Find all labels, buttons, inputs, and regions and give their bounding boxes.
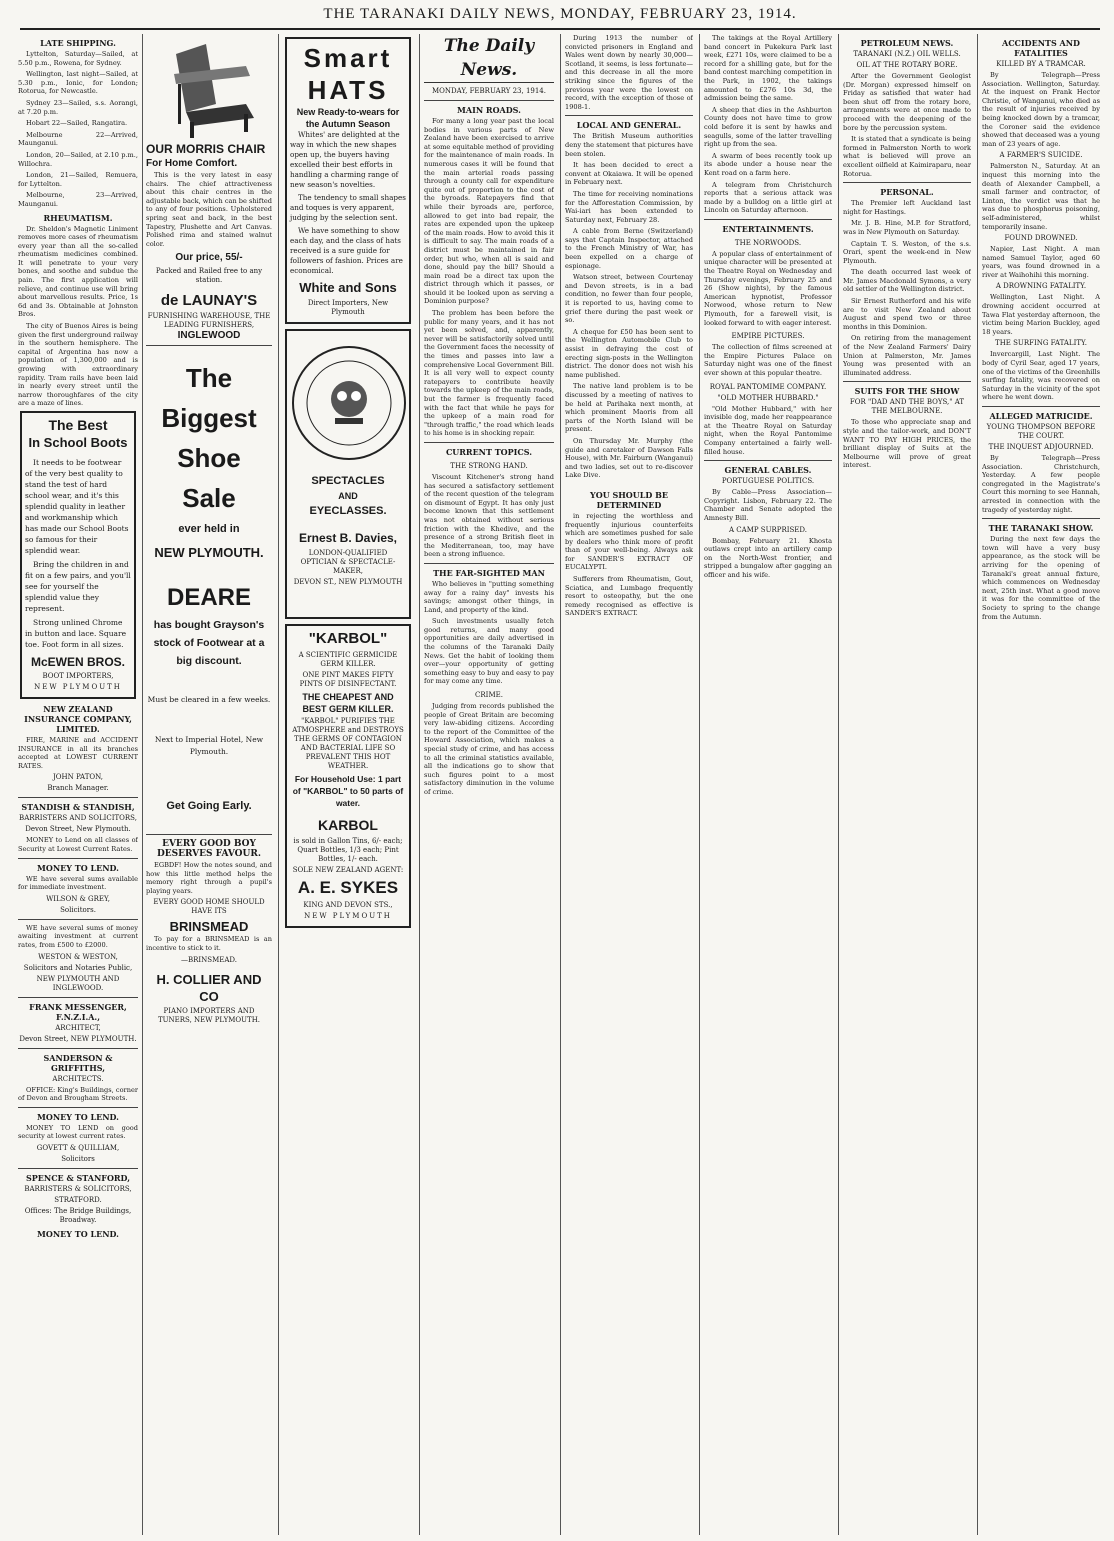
tramcar-text: By Telegraph—Press Association. Wellington, Saturday. At the inquest on Frank Hector Christie, of Wanganui, who died as the result of injuries received by being knocked down by a tramcar, the Coroner said the evidence showed that deceased was a young man of 23 years of age. <box>982 71 1100 148</box>
launay-town: INGLEWOOD <box>177 330 241 342</box>
karbol-sold: is sold in Gallon Tins, 6/- each; Quart Bottles, 1/3 each; Pint Bottles, 1/- each. <box>293 837 403 863</box>
suits-heading: SUITS FOR THE SHOW <box>854 386 960 397</box>
drowning-heading: A DROWNING FATALITY. <box>995 282 1087 291</box>
messenger-heading: FRANK MESSENGER, F.N.Z.I.A., <box>29 1001 127 1022</box>
davies-sub: LONDON-QUALIFIED OPTICIAN & SPECTACLE-MAKER, <box>300 548 396 575</box>
hats-advert <box>285 37 411 324</box>
buenos-aires-text: The city of Buenos Aires is being given the first underground railway in the southern hemisphere. The capital of Argentina has now a population of 1,300,000 and is growing with extraordinary rapidity. Tram rails have been laid in nearly every street until the narrow thoroughfares of the city are a maze of lines. <box>18 322 138 408</box>
divider <box>146 345 272 346</box>
boots-firm: McEWEN BROS. <box>30 654 125 669</box>
column-rule <box>419 34 420 1535</box>
local-general-heading: LOCAL AND GENERAL. <box>576 120 682 131</box>
good-boy-heading: EVERY GOOD BOY DESERVES FAVOUR. <box>157 838 261 859</box>
divider <box>565 115 693 116</box>
suicide-text: Palmerston N., Saturday. At an inquest this morning into the death of Alexander Campbell, a small farmer and contractor, of Linton, the verdict was that he was due to phosphorus poisoning, self-administered, whilst temporarily insane. <box>982 162 1100 231</box>
strong-hand-text: Viscount Kitchener's strong hand has secured a satisfactory settlement of the recent question of the telegram on dismount of Egypt. It has only just become known that this settlement was not obtained without serious friction with the Khedive, and the presence of a strong British fleet in the Mediterranean, too, may have been a strong influence. <box>424 472 554 559</box>
money-role: Solicitors. <box>60 905 96 914</box>
standish-text: MONEY to Lend on all classes of Security at Lowest Current Rates. <box>18 836 138 853</box>
far-sighted-text-2: Such investments usually fetch good returns, and many good opportunities are daily advertised in the columns of the Taranaki Daily News. Get the habit of looking them over—your opportunity of getting something easy to buy and easy to pay for may come any time. <box>424 617 554 686</box>
column-6 <box>704 34 832 1535</box>
morris-chair-icon <box>146 34 272 142</box>
pantomime-text: "Old Mother Hubbard," with her invisible dog, made her reappearance at the Theatre Royal on Saturday night, when the Royal Pantomime Company entertained a fairly well-filled house. <box>704 404 832 456</box>
sanderson-role: ARCHITECTS. <box>52 1074 104 1083</box>
boots-title: The Best <box>48 416 108 433</box>
strong-hand-heading: THE STRONG HAND. <box>450 461 528 470</box>
divider <box>18 797 138 798</box>
collier-name: H. COLLIER AND CO <box>156 971 262 1004</box>
personal-item: Sir Ernest Rutherford and his wife are to visit New Zealand about August and spend two or three months in this Dominion. <box>843 297 971 331</box>
karbol-best: THE CHEAPEST AND BEST GERM KILLER. <box>302 692 394 714</box>
paper-title: The Daily News. <box>424 34 554 83</box>
chair-text: This is the very latest in easy chairs. The chief attractiveness about this chair centres in the adjustable back, which can be shifted to any of four positions. Upholstered spring seat and back, in the best Tapestry, Plushette and Art Canvas. Polished rima and stained walnut color. <box>146 171 272 248</box>
chair-heading: OUR MORRIS CHAIR <box>146 142 266 156</box>
drowned-text: Napier, Last Night. A man named Samuel Taylor, aged 60 years, was found drowned in a river at Waihohihi this morning. <box>982 245 1100 279</box>
divider <box>424 563 554 564</box>
hats-text: Whites' are delighted at the way in which the new shapes open up, the buyers having excelled their best efforts in handling a charming range of new season's novelties. <box>290 130 400 189</box>
shipping-list <box>18 50 138 209</box>
boots-title-2: In School Boots <box>28 434 128 450</box>
weston-text: WE have several sums of money awaiting investment at current rates, from £500 to £2000. <box>18 923 138 949</box>
column-rule <box>699 34 700 1535</box>
hats-line-1: Smart <box>303 43 393 73</box>
cables-subheading: PORTUGUESE POLITICS. <box>721 477 815 486</box>
shipping-line: Lyttelton, Saturday—Sailed, at 5.50 p.m., Rowena, for Sydney. <box>18 50 138 67</box>
shipping-line: Melbourne 22—Arrived, Maunganui. <box>18 130 138 148</box>
personal-item: Mr. J. B. Hine, M.P. for Stratford, was in New Plymouth on Saturday. <box>843 219 971 236</box>
divider <box>18 1048 138 1049</box>
sanderson-heading: SANDERSON & GRIFFITHS, <box>43 1052 113 1073</box>
boots-advert <box>20 411 136 699</box>
boots-text: It needs to be footwear of the very best quality to stand the test of hard school wear, and it's this splendid quality in leather and workmanship which has made our School Boots so famous for their splendid wear. <box>25 457 129 555</box>
matricide-subheading: YOUNG THOMPSON BEFORE THE COURT. <box>986 423 1096 440</box>
chair-note: Packed and Railed free to any station. <box>155 267 263 285</box>
karbol-name: KARBOL <box>318 817 378 833</box>
suicide-heading: A FARMER'S SUICIDE. <box>999 151 1083 160</box>
issue-date: MONDAY, FEBRUARY 23, 1914. <box>431 87 546 95</box>
sykes-name: A. E. SYKES <box>297 878 399 897</box>
column-1 <box>18 34 138 1535</box>
davies-address: DEVON ST., NEW PLYMOUTH <box>293 577 403 586</box>
main-roads-heading: MAIN ROADS. <box>457 105 521 115</box>
shoe-line-3: Shoe <box>177 442 241 473</box>
column-8 <box>982 34 1100 1535</box>
divider <box>982 406 1100 407</box>
remedy-text: in rejecting the worthless and frequently injurious counterfeits which are sometimes pushed for sale by dealers who think more of profit than of your well-being. Always ask for SANDER'S EXTRACT OF EUCALYPTI. <box>565 511 693 572</box>
chair-subheading: For Home Comfort. <box>146 158 238 169</box>
hats-firm-sub: Direct Importers, New Plymouth <box>307 299 389 316</box>
spence-money: MONEY TO LEND. <box>37 1228 119 1239</box>
govett-role: Solicitors <box>61 1154 95 1163</box>
insurance-role: Branch Manager. <box>47 784 109 793</box>
standish-heading: STANDISH & STANDISH, <box>21 802 135 813</box>
boots-firm-sub: BOOT IMPORTERS, <box>42 671 114 680</box>
divider <box>704 460 832 461</box>
norwoods-heading: THE NORWOODS. <box>734 238 802 247</box>
hats-firm: White and Sons <box>299 280 397 295</box>
karbol-text: ONE PINT MAKES FIFTY PINTS OF DISINFECTANT. <box>299 671 397 688</box>
good-boy-text-2: EVERY GOOD HOME SHOULD HAVE ITS <box>153 898 265 916</box>
column-5 <box>565 34 693 1535</box>
divider <box>18 858 138 859</box>
hats-subheading: New Ready-to-wears for the Autumn Season <box>296 107 400 129</box>
shipping-line: London, 21—Sailed, Remuera, for Lyttelton. <box>18 171 138 188</box>
govett-text: MONEY TO LEND on good security at lowest current rates. <box>18 1123 138 1141</box>
launay-sub: FURNISHING WAREHOUSE, THE LEADING FURNISHERS, <box>147 312 271 330</box>
taranaki-show-text: During the next few days the town will have a very busy appearance, as the stock will be arriving for the opening of Taranaki's great annual fixture, which commences on Wednesday next, 25th inst. What a good move it was for the committee of the Society to spring to the change from the Autumn. <box>982 535 1100 621</box>
spectacles-line-2: AND <box>338 490 358 501</box>
crime-heading: CRIME. <box>475 691 503 700</box>
cables-text: By Cable—Press Association—Copyright. Lisbon, February 22. The Chamber and Senate adopted the Amnesty Bill. <box>704 488 832 522</box>
good-boy-text: EGBDF! How the notes sound, and how this little method helps the memory right through a pupil's playing years. <box>146 860 272 895</box>
column-rule <box>838 34 839 1535</box>
divider <box>843 182 971 183</box>
personal-heading: PERSONAL. <box>880 187 934 198</box>
local-item: The native land problem is to be discussed by a meeting of natives to be held at Parihaka next month, at which prominent Maoris from all parts of the North Island will be present. <box>565 382 693 434</box>
karbol-title: "KARBOL" <box>308 630 388 647</box>
matricide-text: By Telegraph—Press Association. Christchurch, Yesterday. A few people congregated in the Magistrate's Court this morning to see Hannah, arrested in connection with the tragedy of yesterday night. <box>982 454 1100 514</box>
money-firm: WILSON & GREY, <box>46 894 110 903</box>
local-item: A cheque for £50 has been sent to the Wellington Automobile Club to assist in defraying the cost of erecting sign-posts in the Wellington district. The donor does not wish his name published. <box>565 327 693 379</box>
artillery-text: The takings at the Royal Artillery band concert in Pukekura Park last week, £271 10s, were claimed to be a record for a shilling gate, but for the band contest marching competition in the Park, in 1902, the takings amounted to £276 10s 3d, the admission being the same. <box>704 34 832 103</box>
drowning-text: Wellington, Last Night. A drowning accident occurred at Tawa Flat yesterday afternoon, the victim being Marion Buckley, aged 18 years. <box>982 293 1100 336</box>
divider <box>18 1107 138 1108</box>
divider <box>18 1168 138 1169</box>
crime-text: Judging from records published the people of Great Britain are becoming very law-abiding citizens. According to the report of the Committee of the Howard Association, which makes a special study of crime, and has access to all the criminal statistics available, all the indications go to show that such figures point to a most satisfactory diminution in the volume of crime. <box>424 702 554 796</box>
local-item: A cable from Berne (Switzerland) says that Captain Inspector, attached to the French Ministry of War, has been expelled on a charge of espionage. <box>565 227 693 270</box>
shipping-line: London, 20—Sailed, at 2.10 p.m., Willochra. <box>18 150 138 168</box>
local-item: On Thursday Mr. Murphy (the guide and caretaker of Dawson Falls House), with Mr. Fairburn (Wanganui) and two ladies, set out to re-discover Lake Dive. <box>565 436 693 480</box>
matricide-heading: ALLEGED MATRICIDE. <box>989 411 1093 421</box>
camp-surprised-text: Bombay, February 21. Khosta outlaws crept into an artillery camp on the North-West frontier, and stripped a bungalow after gagging an officer and his wife. <box>704 536 832 579</box>
column-3 <box>283 34 413 1535</box>
boots-town: NEW PLYMOUTH <box>34 682 122 691</box>
spence-office: Offices: The Bridge Buildings, Broadway. <box>24 1206 132 1224</box>
local-item: A sheep that dies in the Ashburton County does not have time to grow cold before it is sent by hawks and seagulls, some of the latter travelling right up from the sea. <box>704 105 832 149</box>
deare-text-2: Must be cleared in a few weeks. <box>147 694 271 704</box>
divider <box>18 997 138 998</box>
spectacles-advert <box>285 329 411 619</box>
karbol-text-2: "KARBOL" PURIFIES THE ATMOSPHERE and DESTROYS THE GERMS OF CONTAGION AND BACTERIAL LIFE SO PREVALENT THIS HOT WEATHER. <box>292 717 404 770</box>
camp-surprised-heading: A CAMP SURPRISED. <box>729 525 807 534</box>
entertainments-heading: ENTERTAINMENTS. <box>722 223 814 234</box>
karbol-agent: SOLE NEW ZEALAND AGENT: <box>292 866 404 874</box>
rotary-heading: OIL AT THE ROTARY BORE. <box>856 61 958 69</box>
suits-subheading: FOR "DAD AND THE BOYS," AT THE MELBOURNE. <box>849 398 965 416</box>
main-roads-text-2: The problem has been before the public for many years, and it has not yet been solved, and, apparently, never will be satisfactorily solved until the Government faces the necessity of the times and passes into law a comprehensive Local Government Bill. It is all very well to expect county ratepayers to contribute heavily towards the upkeep of the main roads, but the farmer is frequently faced with the fact that while he pays for the upkeep of a main road for "through traffic," the road which leads to his home is in shocking repair. <box>424 309 554 438</box>
rheumatism-text: Dr. Sheldon's Magnetic Liniment removes more cases of rheumatism every year than all the so-called rheumatism medicines combined. It will penetrate to your very bones, and soothe and subdue the pain. The first application will relieve, and continue use will bring about marvellous results. Price, 1s 6d and 3s. Obtainable at Johnston Bros. <box>18 224 138 319</box>
spence-heading: SPENCE & STANFORD, <box>25 1172 130 1183</box>
personal-item: On retiring from the management of the New Zealand Farmers' Dairy Union at Palmerston, Mr. James Young was presented with an illuminated address. <box>843 334 971 377</box>
brinsmead-signature: —BRINSMEAD. <box>180 955 238 964</box>
hats-text-3: We have something to show each day, and the class of hats received is a sure guide for followers of fashion. Prices are economical. <box>290 226 403 275</box>
karbol-use: For Household Use: 1 part of "KARBOL" to 50 parts of water. <box>292 774 404 808</box>
davies-name: Ernest B. Davies, <box>298 530 398 545</box>
spectacles-line-3: EYECLASSES. <box>309 504 387 517</box>
standish-sub: BARRISTERS AND SOLICITORS, <box>19 814 137 823</box>
shoe-line-5: ever held in <box>178 522 240 535</box>
column-4 <box>424 34 554 1535</box>
petroleum-subheading: TARANAKI (N.Z.) OIL WELLS. <box>853 50 961 58</box>
boots-text-3: Strong unlined Chrome in button and lace. Square toe. Foot form in all sizes. <box>25 617 127 649</box>
sanderson-address: OFFICE: King's Buildings, corner of Devon and Brougham Streets. <box>18 1085 138 1103</box>
standish-address: Devon Street, New Plymouth. <box>25 825 131 834</box>
drowned-heading: FOUND DROWNED. <box>1004 234 1078 243</box>
norwoods-text: A popular class of entertainment of unique character will be presented at the Theatre Royal on Wednesday and Thursday evenings, February 25 and 26 (Show nights), by the famous American hypnotist, Professor Norwood, whose return to New Plymouth, for a farewell visit, is looked forward to with eager interest. <box>704 249 832 327</box>
divider <box>424 442 554 443</box>
remedy-text-2: Sufferers from Rheumatism, Gout, Sciatica, and Lumbago frequently resort to osteopathy, but the one remedy recognised as effective is SANDER'S EXTRACT. <box>565 575 693 618</box>
spence-town: STRATFORD. <box>54 1195 102 1204</box>
shoe-line-2: Biggest <box>161 402 257 433</box>
shipping-heading: LATE SHIPPING. <box>40 38 116 48</box>
shoe-line-1: The <box>185 362 233 393</box>
deare-cta: Get Going Early. <box>166 799 252 812</box>
chair-price: Our price, 55/- <box>175 252 243 264</box>
divider <box>982 518 1100 519</box>
column-2 <box>146 34 272 1535</box>
column-7 <box>843 34 971 1535</box>
karbol-sub: A SCIENTIFIC GERMICIDE GERM KILLER. <box>298 651 398 668</box>
sykes-town: NEW PLYMOUTH <box>304 912 392 920</box>
local-item: It has been decided to erect a convent at Okaiawa. It will be opened in February next. <box>565 161 693 187</box>
column-rule <box>560 34 561 1535</box>
rotary-text-2: It is stated that a syndicate is being formed in Palmerston North to work what is believed will prove an excellent oilfield at Kaimiraparu, near Rotorua. <box>843 135 971 178</box>
empire-text: The collection of films screened at the Empire Pictures Palace on Saturday night was one of the finest ever shown at this popular theatre. <box>704 343 832 377</box>
far-sighted-heading: THE FAR-SIGHTED MAN <box>433 567 545 578</box>
spence-role: BARRISTERS & SOLICITORS, <box>24 1184 132 1193</box>
rheumatism-heading: RHEUMATISM. <box>43 212 113 223</box>
govett-firm: GOVETT & QUILLIAM, <box>36 1143 120 1152</box>
divider <box>146 834 272 835</box>
far-sighted-text: Who believes in "putting something away for a rainy day" invests his savings; amongst other things, in Land, and property of the kind. <box>424 579 554 614</box>
pantomime-heading: ROYAL PANTOMIME COMPANY. <box>709 382 827 391</box>
divider <box>704 219 832 220</box>
brinsmead-text: To pay for a BRINSMEAD is an incentive to stick to it. <box>146 935 272 952</box>
launay-name: de LAUNAY'S <box>160 292 258 310</box>
column-rule <box>142 34 143 1535</box>
shipping-line: Sydney 23—Sailed, s.s. Aorangi, at 7.20 p.m. <box>18 98 138 116</box>
column-rule <box>977 34 978 1535</box>
divider <box>424 100 554 101</box>
insurance-agent: JOHN PATON, <box>52 773 104 782</box>
main-roads-text: For many a long year past the local bodies in various parts of New Zealand have been exercised to arrive at some equitable method of providing for the maintenance of main roads. In numerous cases it will be found that the main arterial roads passing through a county call for expenditure quite out of proportion to the cost of the byroads. Ratepayers find that while their byroads are, perforce, allowed to get into bad repair, the rates are expended upon the upkeep of the main roads. How to avoid this it is difficult to say. The main roads of a district must be maintained in fair order, but who, when all is said and done, should pay the bill? Should a main road be a direct tax upon the district through which it passes, or should it be looked upon as serving a Dominion purpose? <box>424 117 554 306</box>
weston-firm: WESTON & WESTON, <box>38 952 118 961</box>
personal-item: Captain T. S. Weston, of the s.s. Orari, spent the week-end in New Plymouth. <box>843 239 971 265</box>
spectacle-makers-seal-icon <box>290 344 408 462</box>
local-item: A swarm of bees recently took up its abode under a house near the Kent road on a farm here. <box>704 151 832 177</box>
local-item: The British Museum authorities deny the statement that pictures have been stolen. <box>565 132 693 158</box>
shipping-line: Melbourne, 23—Arrived, Maunganui. <box>18 191 138 208</box>
accidents-heading: ACCIDENTS AND FATALITIES <box>1001 38 1080 58</box>
hats-line-2: HATS <box>307 75 389 105</box>
local-item: A telegram from Christchurch reports that a serious attack was made by a bulldog on a little girl at Lincoln on Saturday afternoon. <box>704 180 832 215</box>
shipping-line: Hobart 22—Sailed, Rangatira. <box>26 119 128 128</box>
govett-heading: MONEY TO LEND. <box>37 1111 119 1122</box>
suits-text: To those who appreciate snap and style and the tailor-work, and DON'T WANT TO PAY HIGH PRICES, the brilliant display of Suits at the Melbourne will prove of great interest. <box>843 418 971 470</box>
insurance-heading: NEW ZEALAND INSURANCE COMPANY, LIMITED. <box>24 703 132 734</box>
messenger-address: Devon Street, NEW PLYMOUTH. <box>19 1034 137 1043</box>
hats-text-2: The tendency to small shapes and toques is very apparent, judging by the selection sent. <box>290 193 406 222</box>
surfing-heading: THE SURFING FATALITY. <box>995 339 1087 348</box>
current-topics-heading: CURRENT TOPICS. <box>445 446 533 457</box>
weston-town: NEW PLYMOUTH AND INGLEWOOD. <box>36 974 120 992</box>
masthead: THE TARANAKI DAILY NEWS, MONDAY, FEBRUARY 23, 1914. <box>20 6 1100 30</box>
weston-role: Solicitors and Notaries Public, <box>23 963 133 972</box>
money-heading: MONEY TO LEND. <box>37 862 119 873</box>
general-cables-heading: GENERAL CABLES. <box>724 465 812 476</box>
column-rule <box>278 34 279 1535</box>
chair-illustration <box>146 34 272 142</box>
local-item: Watson street, between Courtenay and Devon streets, is in a bad condition, no fewer than four people, it is reported to us, having come to grief there during the past week or so. <box>565 273 693 325</box>
personal-item: The death occurred last week of Mr. James Macdonald Symons, a very old settler of the Wellington district. <box>843 268 971 294</box>
rotary-text: After the Government Geologist (Dr. Morgan) expressed himself on Friday as satisfied that water had been shut off from the rotary bore, arrangements were at once made to proceed with the deepening of the bore by the percussion system. <box>843 72 971 132</box>
shoe-sale-advert <box>146 358 272 814</box>
shipping-line: Wellington, last night—Sailed, at 5.30 p.m., Ionic, for London; Rotorua, for Newcastle. <box>18 70 138 96</box>
spectacles-line-1: SPECTACLES <box>311 474 385 487</box>
personal-item: The Premier left Auckland last night for Hastings. <box>843 199 971 216</box>
petroleum-heading: PETROLEUM NEWS. <box>860 38 954 48</box>
shoe-line-4: Sale <box>182 482 236 513</box>
brinsmead-name: BRINSMEAD <box>169 919 249 935</box>
pantomime-subheading: "OLD MOTHER HUBBARD." <box>717 393 819 402</box>
matricide-subheading-2: THE INQUEST ADJOURNED. <box>988 443 1094 451</box>
deare-address: Next to Imperial Hotel, New Plymouth. <box>154 734 264 756</box>
collier-sub: PIANO IMPORTERS AND TUNERS, NEW PLYMOUTH. <box>157 1006 261 1024</box>
remedy-heading: YOU SHOULD BE DETERMINED <box>590 489 668 510</box>
messenger-role: ARCHITECT, <box>55 1023 101 1032</box>
insurance-text: FIRE, MARINE and ACCIDENT INSURANCE in all its branches accepted at LOWEST CURRENT RATES. <box>18 735 138 770</box>
boots-text-2: Bring the children in and fit on a few pairs, and you'll see for yourself the splendid value they represent. <box>25 559 131 613</box>
surfing-text: Invercargill, Last Night. The body of Cyril Sear, aged 17 years, one of the victims of the Greenhills surfing fatality, was recovered on Saturday in the vicinity of the spot where he went down. <box>982 350 1100 402</box>
crime-continued: During 1913 the number of convicted prisoners in England and Wales went down by nearly 30,000—Scotland, it seems, is less fortunate—and this decrease in all the more striking since the figures of the previous year were the lowest on record, with the exception of those of 1908-1. <box>565 34 693 111</box>
shoe-line-6: NEW PLYMOUTH. <box>154 544 264 560</box>
money-text: WE have several sums available for immediate investment. <box>18 874 138 892</box>
divider <box>843 381 971 382</box>
local-item: The time for receiving nominations for the Afforestation Commission, by Wai-iari has been extended to Saturday next, February 28. <box>565 189 693 224</box>
empire-heading: EMPIRE PICTURES. <box>731 332 805 341</box>
divider <box>18 919 138 920</box>
taranaki-show-heading: THE TARANAKI SHOW. <box>988 523 1094 534</box>
sykes-address: KING AND DEVON STS., <box>303 901 393 909</box>
karbol-advert <box>285 624 411 928</box>
deare-text: has bought Grayson's stock of Footwear at a big discount. <box>153 618 265 667</box>
tramcar-heading: KILLED BY A TRAMCAR. <box>996 60 1086 68</box>
deare-name: DEARE <box>166 583 251 611</box>
